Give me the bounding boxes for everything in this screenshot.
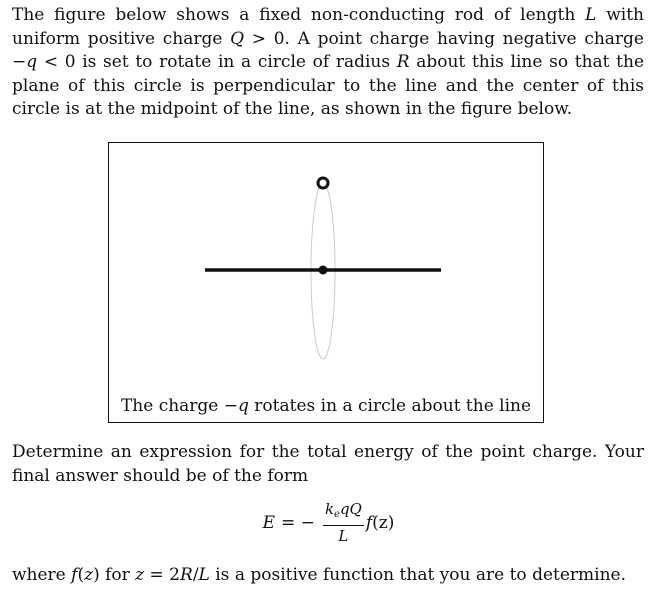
point-charge <box>318 178 328 188</box>
var-R: R <box>396 52 410 72</box>
figure-frame <box>108 142 544 423</box>
figure-caption: The charge −q rotates in a circle about the line <box>120 396 532 416</box>
var-q: q <box>26 52 38 72</box>
intro-paragraph: The figure below shows a fixed non-conducting rod of length L with uniform positive charge Q > 0. A point charge having negative charge −q < 0 is set to rotate in a circle of radius R about this line so that the plane of this circle is perpendicular to the line and the center of this circle is at the midpoint of the line, as shown in the figure below. <box>12 5 645 119</box>
var-L: L <box>585 5 597 25</box>
question-paragraph: Determine an expression for the total energy of the point charge. Your final answer should be of the form <box>12 442 644 486</box>
fraction-denominator: L <box>338 527 349 545</box>
closing-paragraph: where f(z) for z = 2R/L is a positive function that you are to determine. <box>12 565 627 585</box>
formula-fraction <box>323 500 364 545</box>
formula-equals: = − <box>281 512 315 533</box>
formula-lhs: E <box>262 512 276 533</box>
var-Q: Q <box>230 28 245 49</box>
formula-func: f <box>365 512 373 533</box>
energy-formula <box>0 500 657 545</box>
rod-midpoint <box>319 266 328 275</box>
fraction-numerator: $k_eqQ$ <box>323 500 364 526</box>
formula-arg: (z) <box>372 512 395 533</box>
figure-diagram <box>109 143 542 393</box>
